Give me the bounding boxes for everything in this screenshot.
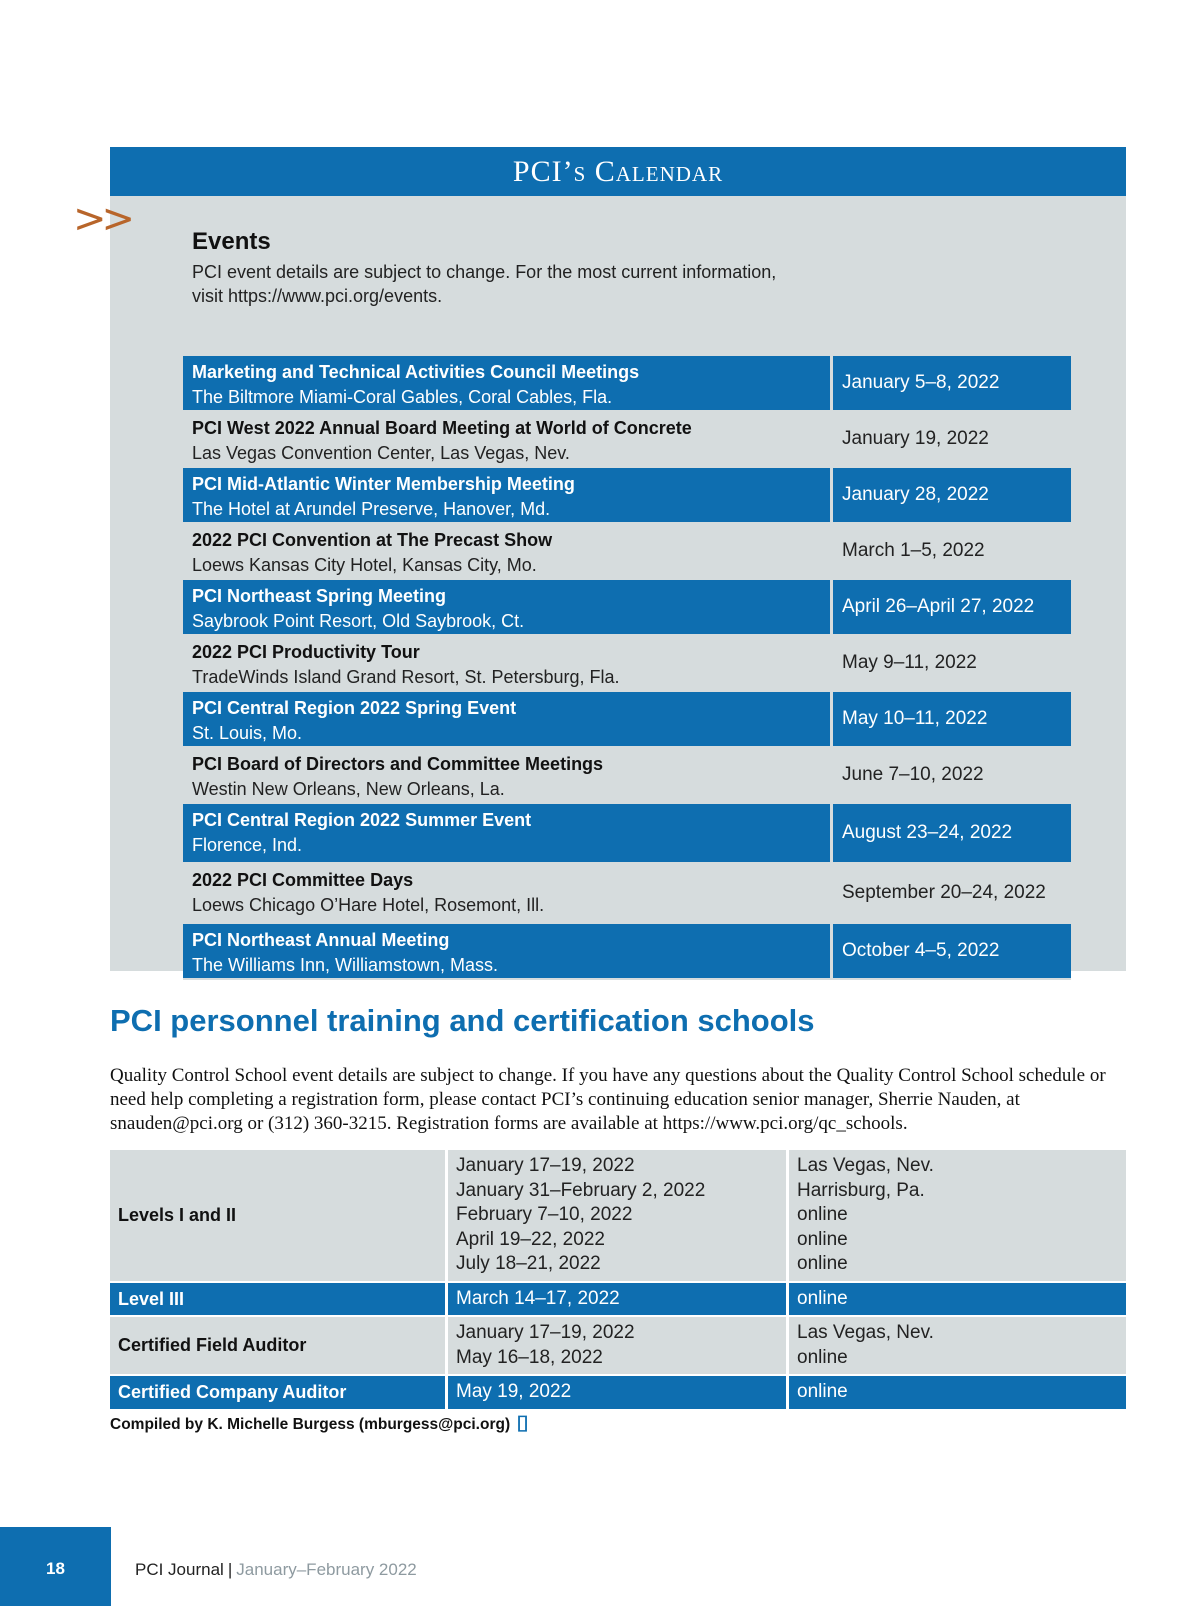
event-location: Loews Kansas City Hotel, Kansas City, Mo. (192, 555, 537, 575)
event-date: May 10–11, 2022 (842, 708, 988, 729)
events-note-line: PCI event details are subject to change. For the most current information, (192, 262, 777, 282)
event-row (183, 580, 1071, 636)
journal-name: PCI Journal (135, 1560, 224, 1579)
school-level: Levels I and II (110, 1150, 448, 1281)
event-row (183, 692, 1071, 748)
event-name: 2022 PCI Productivity Tour (192, 642, 420, 662)
event-date: May 9–11, 2022 (842, 652, 977, 673)
event-row (183, 524, 1071, 580)
event-location: Loews Chicago O’Hare Hotel, Rosemont, Ill. (192, 895, 545, 915)
school-row (110, 1317, 1126, 1376)
event-name: PCI Northeast Spring Meeting (192, 586, 447, 606)
event-date: June 7–10, 2022 (842, 764, 984, 785)
event-location: The Hotel at Arundel Preserve, Hanover, Md. (192, 499, 551, 519)
event-row (183, 468, 1071, 524)
event-date: September 20–24, 2022 (842, 882, 1046, 903)
event-row (183, 636, 1071, 692)
schools-title: PCI personnel training and certification schools (110, 1003, 815, 1038)
school-location: online (797, 1228, 848, 1250)
school-dates (448, 1376, 789, 1409)
footer-separator: | (227, 1560, 233, 1579)
event-location: The Biltmore Miami-Coral Gables, Coral Cables, Fla. (192, 387, 613, 407)
school-dates (448, 1283, 789, 1316)
school-date: May 19, 2022 (456, 1381, 572, 1402)
school-locations (789, 1317, 1126, 1374)
school-location: online (797, 1346, 848, 1368)
school-location: online (797, 1381, 848, 1402)
event-name: PCI Central Region 2022 Summer Event (192, 810, 532, 830)
school-level: Level III (110, 1283, 448, 1316)
event-location: Las Vegas Convention Center, Las Vegas, Nev. (192, 443, 570, 463)
event-location: The Williams Inn, Williamstown, Mass. (192, 955, 499, 975)
double-arrow-icon: >> (73, 196, 131, 242)
schools-table (110, 1150, 1126, 1411)
school-date: February 7–10, 2022 (456, 1204, 633, 1225)
school-row (110, 1283, 1126, 1318)
events-table (183, 356, 1071, 980)
school-date: January 17–19, 2022 (456, 1322, 635, 1343)
school-date: May 16–18, 2022 (456, 1346, 603, 1368)
school-date: January 31–February 2, 2022 (456, 1179, 706, 1201)
school-date: April 19–22, 2022 (456, 1228, 605, 1250)
event-name: PCI Central Region 2022 Spring Event (192, 698, 517, 718)
footer-journal (135, 1560, 417, 1580)
credit-text: Compiled by K. Michelle Burgess (mburgess@pci.org) (110, 1416, 511, 1433)
page-number-box (0, 1527, 111, 1606)
school-locations (789, 1283, 1126, 1316)
event-name: PCI Northeast Annual Meeting (192, 930, 450, 950)
school-date: July 18–21, 2022 (456, 1253, 601, 1274)
school-location: Harrisburg, Pa. (797, 1179, 925, 1201)
school-location: Las Vegas, Nev. (797, 1322, 934, 1343)
calendar-panel (110, 147, 1126, 975)
event-date: January 28, 2022 (842, 484, 989, 505)
event-row (183, 748, 1071, 804)
event-date: August 23–24, 2022 (842, 822, 1013, 843)
event-location: St. Louis, Mo. (192, 723, 303, 743)
event-date: March 1–5, 2022 (842, 540, 985, 561)
event-row (183, 924, 1071, 980)
event-name: 2022 PCI Committee Days (192, 870, 414, 890)
school-row (110, 1376, 1126, 1411)
events-title: Events (192, 228, 271, 255)
school-row (110, 1150, 1126, 1283)
school-location: online (797, 1204, 848, 1225)
event-location: Westin New Orleans, New Orleans, La. (192, 779, 505, 799)
event-date: January 5–8, 2022 (842, 372, 1000, 393)
school-locations (789, 1376, 1126, 1409)
event-name: PCI Mid-Atlantic Winter Membership Meeting (192, 474, 575, 494)
event-location: Florence, Ind. (192, 835, 303, 855)
events-note (192, 260, 892, 308)
school-dates (448, 1317, 789, 1374)
event-location: TradeWinds Island Grand Resort, St. Petersburg, Fla. (192, 667, 620, 687)
school-location: online (797, 1287, 848, 1309)
event-name: 2022 PCI Convention at The Precast Show (192, 530, 553, 550)
school-level: Certified Company Auditor (110, 1376, 448, 1409)
event-row (183, 356, 1071, 412)
school-date: March 14–17, 2022 (456, 1287, 620, 1309)
event-date: October 4–5, 2022 (842, 940, 1000, 961)
school-locations (789, 1150, 1126, 1281)
school-dates (448, 1150, 789, 1281)
page-number: 18 (46, 1559, 65, 1578)
school-date: January 17–19, 2022 (456, 1155, 635, 1176)
school-location: online (797, 1253, 848, 1274)
school-level: Certified Field Auditor (110, 1317, 448, 1374)
event-row (183, 804, 1071, 864)
calendar-body (110, 196, 1126, 975)
event-name: Marketing and Technical Activities Council Meetings (192, 362, 640, 382)
event-name: PCI Board of Directors and Committee Meetings (192, 754, 604, 774)
credit-line (110, 1412, 529, 1437)
events-note-line: visit https://www.pci.org/events. (192, 286, 443, 306)
event-name: PCI West 2022 Annual Board Meeting at World of Concrete (192, 418, 692, 438)
event-date: April 26–April 27, 2022 (842, 596, 1035, 617)
issue-date: January–February 2022 (236, 1560, 417, 1579)
event-date: January 19, 2022 (842, 428, 989, 449)
end-mark-icon: ⌷ (516, 1412, 530, 1437)
school-location: Las Vegas, Nev. (797, 1155, 934, 1176)
schools-intro: Quality Control School event details are subject to change. If you have any questions about the Quality Control School schedule or need help completing a registration form, please contact PCI’s continuing education senior manager, Sherrie Nauden, at snauden@pci.org or (312) 360-3215. Registration forms are available at https://www.pci.org/qc_schools. (110, 1065, 1106, 1134)
event-row (183, 412, 1071, 468)
calendar-header: PCI’s Calendar (110, 147, 1126, 196)
event-row (183, 864, 1071, 924)
event-location: Saybrook Point Resort, Old Saybrook, Ct. (192, 611, 525, 631)
